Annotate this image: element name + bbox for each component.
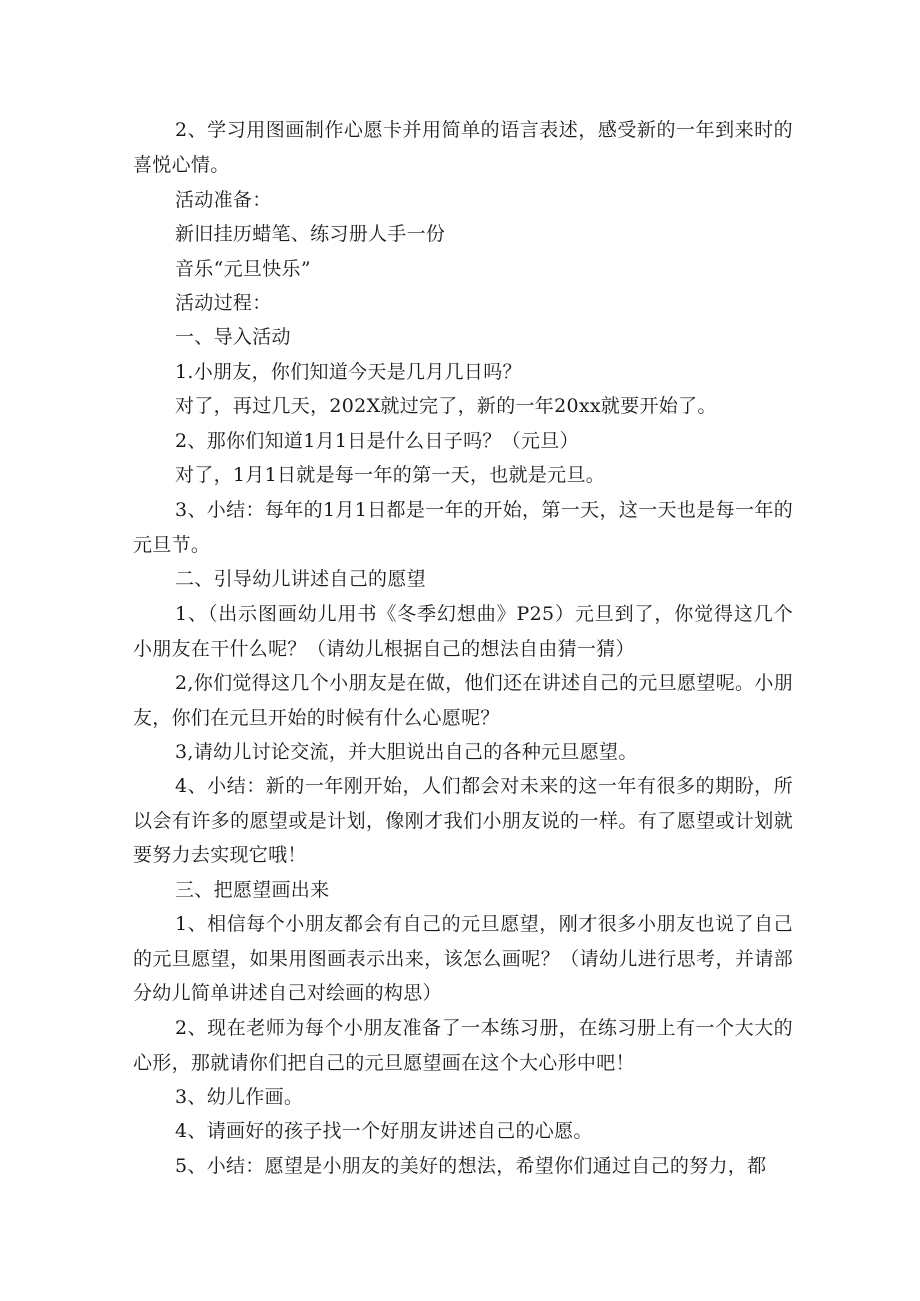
paragraph-3-1: 1、相信每个小朋友都会有自己的元旦愿望，刚才很多小朋友也说了自己的元旦愿望，如果用图画表示出来，该怎么画呢？（请幼儿进行思考，并请部分幼儿简单讲述自己对绘画的构思）: [133, 913, 793, 1004]
paragraph-2-1: 1、（出示图画幼儿用书《冬季幻想曲》P25）元旦到了，你觉得这几个小朋友在干什么呢？（请幼儿根据自己的想法自由猜一猜）: [133, 603, 793, 660]
paragraph-1-3-summary: 3、小结：每年的1月1日都是一年的开始，第一天，这一天也是每一年的元旦节。: [133, 499, 793, 556]
heading-section-3: 三、把愿望画出来: [175, 879, 330, 901]
paragraph-goal-2: 2、学习用图画制作心愿卡并用简单的语言表述，感受新的一年到来时的喜悦心情。: [133, 119, 793, 176]
paragraph-3-3: 3、幼儿作画。: [175, 1086, 304, 1108]
paragraph-1-2-answer: 对了，1月1日就是每一年的第一天，也就是元旦。: [175, 464, 606, 486]
heading-activity-process: 活动过程：: [175, 292, 272, 314]
paragraph-1-2: 2、那你们知道1月1日是什么日子吗？（元旦）: [175, 430, 579, 452]
paragraph-music: 音乐“元旦快乐”: [175, 258, 311, 280]
heading-section-1: 一、导入活动: [175, 326, 291, 348]
paragraph-2-3: 3,请幼儿讨论交流，并大胆说出自己的各种元旦愿望。: [175, 741, 638, 763]
paragraph-2-2: 2,你们觉得这几个小朋友是在做，他们还在讲述自己的元旦愿望呢。小朋友，你们在元旦开始的时候有什么心愿呢？: [133, 672, 793, 729]
paragraph-3-4: 4、请画好的孩子找一个好朋友讲述自己的心愿。: [175, 1120, 593, 1142]
heading-activity-preparation: 活动准备：: [175, 189, 272, 211]
paragraph-3-2: 2、现在老师为每个小朋友准备了一本练习册，在练习册上有一个大大的心形，那就请你们把自己的元旦愿望画在这个大心形中吧！: [133, 1017, 793, 1074]
paragraph-1-1-answer: 对了，再过几天，202X就过完了，新的一年20xx就要开始了。: [175, 395, 717, 417]
heading-section-2: 二、引导幼儿讲述自己的愿望: [175, 568, 426, 590]
paragraph-3-5-summary: 5、小结：愿望是小朋友的美好的想法，希望你们通过自己的努力，都: [175, 1155, 767, 1177]
paragraph-materials: 新旧挂历蜡笔、练习册人手一份: [175, 223, 446, 245]
paragraph-1-1: 1.小朋友，你们知道今天是几月几日吗？: [175, 361, 522, 383]
paragraph-2-4-summary: 4、小结：新的一年刚开始，人们都会对未来的这一年有很多的期盼，所以会有许多的愿望或是计划，像刚才我们小朋友说的一样。有了愿望或计划就要努力去实现它哦！: [133, 775, 793, 866]
